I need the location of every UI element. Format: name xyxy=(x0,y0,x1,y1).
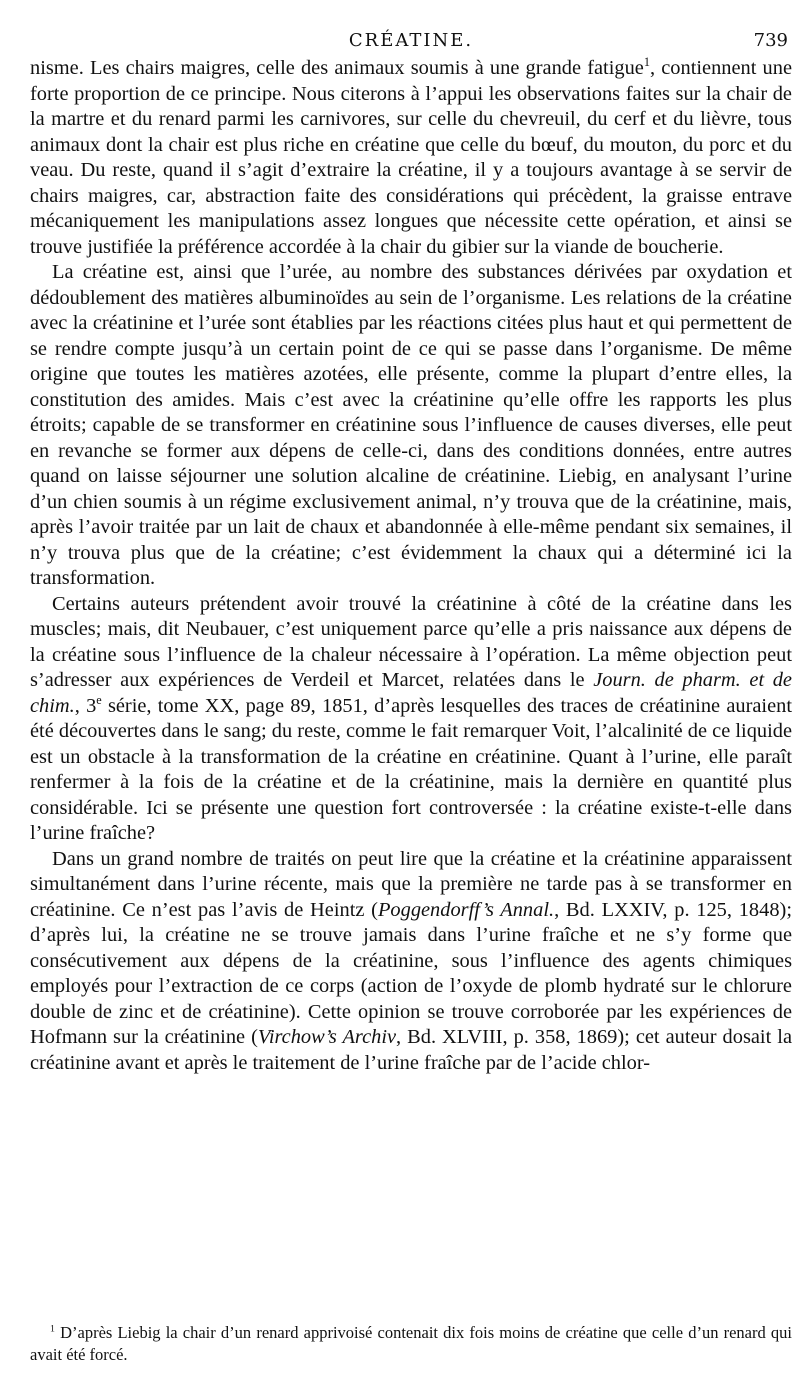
footnotes xyxy=(30,1322,792,1366)
text-run: , contiennent une forte proportion de ce principe. Nous citerons à l’appui les observations faites sur la chair de la martre et du renard parmi les carnivores, sur celle du chevreuil, du cerf et du lièvre, tous animaux dont la chair est plus riche en créatine que celle du bœuf, du mouton, du porc et du veau. Du reste, quand il s’agit d’extraire la créatine, il y a toujours avantage à se servir de chairs maigres, car, abstraction faite des considérations qui précèdent, la graisse entrave mécaniquement les manipulations assez longues que nécessite cette opération, et ainsi se trouve justifiée la préférence accordée à la chair du gibier sur la viande de boucherie. xyxy=(30,57,792,258)
text-run: , Bd. LXXIV, p. 125, 1848); d’après lui, la créatine ne se trouve jamais dans l’urine fraîche et ne s’y forme que consécutivement aux dépens de la créatinine, sous l’influence des agents chimiques employés pour l’extraction de ce corps (action de l’oxyde de plomb hydraté sur le chlorure double de zinc et de créatinine). Cette opinion se trouve corroborée par les expériences de Hofmann sur la créatinine ( xyxy=(30,898,792,1048)
footnote xyxy=(30,1322,792,1366)
text-run: nisme. Les chairs maigres, celle des animaux soumis à une grande fatigue xyxy=(30,57,644,79)
text-run: Certains auteurs prétendent avoir trouvé la créatinine à côté de la créatine dans les muscles; mais, dit Neubauer, c’est uniquement parce qu’elle a pris naissance aux dépens de la créatine sous l’influence de la chaleur nécessaire à l’opération. La même objection peut s’adresser aux expériences de Verdeil et Marcet, relatées dans le xyxy=(30,592,792,691)
body-text xyxy=(30,56,792,1076)
text-run: Dans un grand nombre de traités on peut lire que la créatine et la créatinine apparaissent simultanément dans l’urine récente, mais que la première ne tarde pas à se transformer en créatinine. Ce n’est pas l’avis de Heintz ( xyxy=(30,847,792,921)
footnote-marker: 1 xyxy=(50,1323,55,1335)
text-run: , Bd. XLVIII, p. 358, 1869); cet auteur dosait la créatinine avant et après le traitement de l’urine fraîche par de l’acide chlor- xyxy=(30,1026,792,1074)
paragraph xyxy=(30,592,792,847)
italic-citation: Poggendorff’s Annal. xyxy=(377,898,555,921)
running-header xyxy=(30,22,792,56)
footnote-text: D’après Liebig la chair d’un renard apprivoisé contenait dix fois moins de créatine que celle d’un renard qui avait été forcé. xyxy=(30,1323,792,1364)
text-run: série, tome XX, page 89, 1851, d’après lesquelles des traces de créatinine auraient été découvertes dans le sang; du reste, comme le fait remarquer Voit, l’alcalinité de ce liquide est un obstacle à la transformation de la créatine en créatinine. Quant à l’urine, elle paraît renfermer à la fois de la créatine et de la créatinine, mais la dernière en quantité plus considérable. Ici se présente une question fort controversée : la créatine existe-t-elle dans l’urine fraîche? xyxy=(30,694,792,844)
paragraph xyxy=(30,847,792,1077)
paragraph xyxy=(30,56,792,260)
page xyxy=(30,22,792,1076)
paragraph xyxy=(30,260,792,592)
page-number: 739 xyxy=(753,30,788,51)
text-run: La créatine est, ainsi que l’urée, au nombre des substances dérivées par oxydation et dédoublement des matières albuminoïdes au sein de l’organisme. Les relations de la créatine avec la créatinine et l’urée sont établies par les réactions citées plus haut et qui permettent de se rendre compte jusqu’à un certain point de ce qui se passe dans l’organisme. De même origine que toutes les matières azotées, elle présente, comme la plupart d’entre elles, la constitution des amides. Mais c’est avec la créatinine qu’elle offre les rapports les plus étroits; capable de se transformer en créatinine sous l’influence de causes diverses, elle peut en revanche se former aux dépens de celle-ci, dans des conditions données, entre autres quand on laisse séjourner une solution alcaline de créatinine. Liebig, en analysant l’urine d’un chien soumis à un régime exclusivement animal, n’y trouva que de la créatinine, mais, après l’avoir traitée par un lait de chaux et abandonnée à elle-même pendant six semaines, il n’y trouva plus que de la créatine; c’est évidemment la chaux qui a déterminé ici la transformation. xyxy=(30,261,792,589)
running-title: CRÉATINE. xyxy=(348,30,474,51)
italic-citation: Virchow’s Archiv xyxy=(257,1026,397,1048)
italic-citation: Journ. de pharm. et de chim. xyxy=(30,669,792,717)
superscript: e xyxy=(96,692,102,707)
text-run: , 3 xyxy=(74,694,97,717)
superscript: 1 xyxy=(643,55,650,70)
